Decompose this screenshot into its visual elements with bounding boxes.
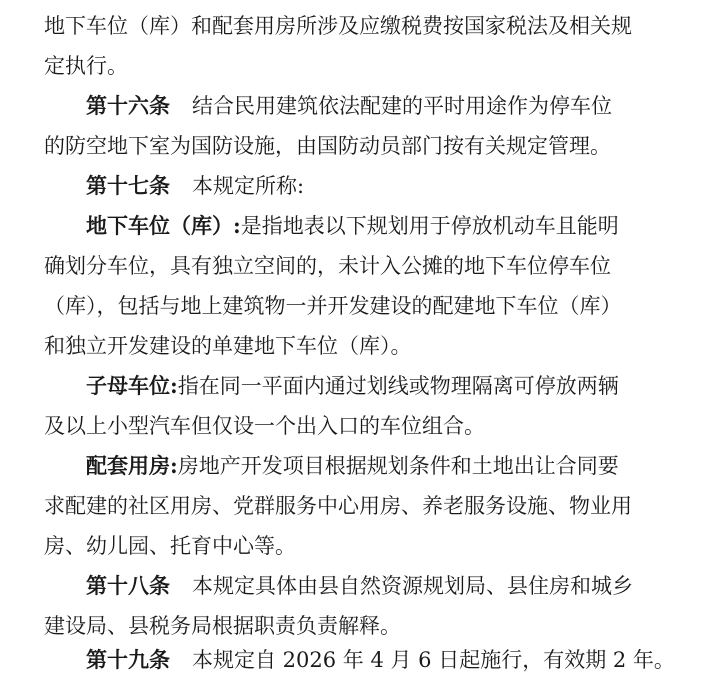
text-span: 及以上小型汽车但仅设一个出入口的车位组合。 — [44, 414, 485, 438]
definition-supporting-housing — [86, 446, 619, 486]
text-span: 建设局、县税务局根据职责负责解释。 — [44, 614, 401, 638]
text-span: 和独立开发建设的单建地下车位（库）。 — [44, 334, 412, 358]
article-19 — [86, 640, 675, 680]
definition-text: 房地产开发项目根据规划条件和土地出让合同要 — [177, 454, 619, 478]
article-18 — [86, 566, 633, 606]
text-span: 的防空地下室为国防设施，由国防动员部门按有关规定管理。 — [44, 134, 611, 158]
text-span: 定执行。 — [44, 54, 128, 78]
article-text: 本规定自 2026 年 4 月 6 日起施行，有效期 2 年。 — [192, 648, 675, 672]
paragraph-line — [44, 526, 296, 566]
text-span: 求配建的社区用房、党群服务中心用房、养老服务设施、物业用 — [44, 494, 632, 518]
definition-term: 子母车位: — [86, 373, 178, 398]
text-span: （库），包括与地上建筑物一并开发建设的配建地下车位（库） — [44, 294, 622, 318]
article-17 — [86, 166, 304, 206]
article-label: 第十九条 — [86, 647, 170, 672]
article-label: 第十七条 — [86, 173, 170, 198]
paragraph-line — [44, 486, 632, 526]
paragraph-line — [44, 246, 611, 286]
paragraph-line — [44, 46, 128, 86]
article-label: 第十八条 — [86, 573, 170, 598]
paragraph-line — [44, 406, 485, 446]
paragraph-line — [44, 6, 632, 46]
definition-term: 配套用房: — [86, 453, 178, 478]
article-text: 本规定具体由县自然资源规划局、县住房和城乡 — [192, 574, 633, 598]
paragraph-line — [44, 326, 412, 366]
definition-underground-parking — [86, 206, 619, 246]
paragraph-line — [44, 286, 622, 326]
definition-text: 是指地表以下规划用于停放机动车且能明 — [240, 214, 619, 238]
text-span: 地下车位（库）和配套用房所涉及应缴税费按国家税法及相关规 — [44, 14, 632, 38]
text-span: 确划分车位，具有独立空间的，未计入公摊的地下车位停车位 — [44, 254, 611, 278]
article-label: 第十六条 — [86, 93, 170, 118]
paragraph-line — [44, 126, 611, 166]
article-text: 本规定所称: — [192, 174, 305, 198]
definition-term: 地下车位（库）: — [86, 213, 241, 238]
article-16 — [86, 86, 612, 126]
article-text: 结合民用建筑依法配建的平时用途作为停车位 — [192, 94, 612, 118]
definition-tandem-parking — [86, 366, 619, 406]
definition-text: 指在同一平面内通过划线或物理隔离可停放两辆 — [177, 374, 619, 398]
text-span: 房、幼儿园、托育中心等。 — [44, 534, 296, 558]
